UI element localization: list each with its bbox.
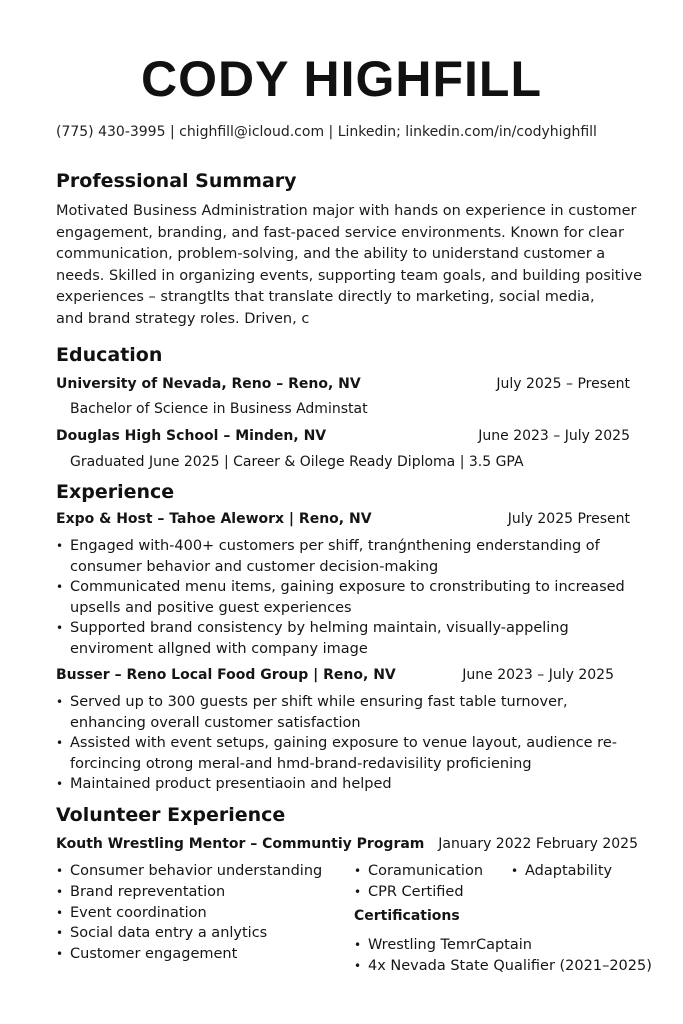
volunteer-heading: Volunteer Experience: [56, 804, 286, 826]
education-detail: Bachelor of Science in Business Adminstat: [70, 401, 368, 417]
job-bullets: [56, 536, 646, 659]
skill-item: • CPR Certified: [354, 882, 504, 903]
school-name: University of Nevada, Reno – Reno, NV: [56, 376, 361, 392]
certification-item: • Wrestling TemrCaptain: [354, 935, 654, 956]
volunteer-role: Kouth Wrestling Mentor – Communtiy Program: [56, 836, 425, 852]
job-bullets: [56, 692, 646, 795]
job-role: Busser – Reno Local Food Group | Reno, NV: [56, 667, 396, 683]
summary-line: engagement, branding, and fast-paced service environments. Known for clear: [56, 224, 624, 241]
summary-heading: Professional Summary: [56, 170, 297, 192]
summary-line: needs. Skilled in organizing events, supporting team goals, and building positive: [56, 267, 642, 284]
education-dates: July 2025 – Present: [496, 376, 630, 392]
summary-line: experiences – strangtlts that translate directly to marketing, social media,: [56, 289, 595, 306]
job-dates: July 2025 Present: [507, 511, 630, 527]
summary-line: communication, problem-solving, and the ability to uniderstand customer a: [56, 246, 606, 263]
skill-item: • Consumer behavior understanding: [56, 861, 346, 882]
skills-list-middle: [354, 861, 504, 903]
skill-item: • Customer engagement: [56, 944, 346, 965]
certifications-list: [354, 935, 654, 977]
bullet-item: • Maintained product presentiaoin and helped: [56, 774, 646, 795]
skills-list-right: [511, 861, 641, 882]
candidate-name: CODY HIGHFILL: [141, 51, 542, 107]
job-role: Expo & Host – Tahoe Aleworx | Reno, NV: [56, 511, 372, 527]
job-header: [56, 667, 614, 687]
contact-line: (775) 430-3995 | chighfill@icloud.com | Linkedin; linkedin.com/in/codyhighfill: [56, 124, 597, 140]
education-entry: [56, 376, 630, 396]
education-heading: Education: [56, 344, 163, 366]
bullet-item: • Served up to 300 guests per shift while ensuring fast table turnover, enhancing overall customer satisfaction: [56, 692, 646, 733]
summary-text: [56, 201, 656, 331]
bullet-item: • Engaged with-400+ customers per shiff, tranǵnthening enderstanding of consumer behavior and customer decision-making: [56, 536, 646, 577]
certifications-heading: Certifications: [354, 908, 460, 924]
skills-list-left: [56, 861, 346, 965]
bullet-item: • Communicated menu items, gaining exposure to cronstributing to increased upsells and positive guest experiences: [56, 577, 646, 618]
skill-item: • Coramunication: [354, 861, 504, 882]
bullet-item: • Supported brand consistency by helming maintain, visually-appeling enviroment allgned with company image: [56, 618, 646, 659]
skill-item: • Event coordination: [56, 903, 346, 924]
bullet-item: • Assisted with event setups, gaining exposure to venue layout, audience re-forcincing otrong meral-and hmd-brand-redavisility proficiening: [56, 733, 646, 774]
volunteer-dates: January 2022 February 2025: [438, 836, 638, 852]
job-dates: June 2023 – July 2025: [462, 667, 614, 683]
summary-line: and brand strategy roles. Driven, c: [56, 310, 310, 327]
education-entry: [56, 428, 630, 448]
volunteer-header: [56, 836, 638, 856]
skill-item: • Brand repreventation: [56, 882, 346, 903]
experience-heading: Experience: [56, 481, 175, 503]
skill-item: • Adaptability: [511, 861, 641, 882]
job-header: [56, 511, 630, 531]
education-detail: Graduated June 2025 | Career & Oilege Ready Diploma | 3.5 GPA: [70, 454, 524, 470]
school-name: Douglas High School – Minden, NV: [56, 428, 327, 444]
certification-item: • 4x Nevada State Qualifier (2021–2025): [354, 956, 654, 977]
summary-line: Motivated Business Administration major with hands on experience in customer: [56, 203, 637, 219]
skill-item: • Social data entry a anlytics: [56, 923, 346, 944]
education-dates: June 2023 – July 2025: [478, 428, 630, 444]
